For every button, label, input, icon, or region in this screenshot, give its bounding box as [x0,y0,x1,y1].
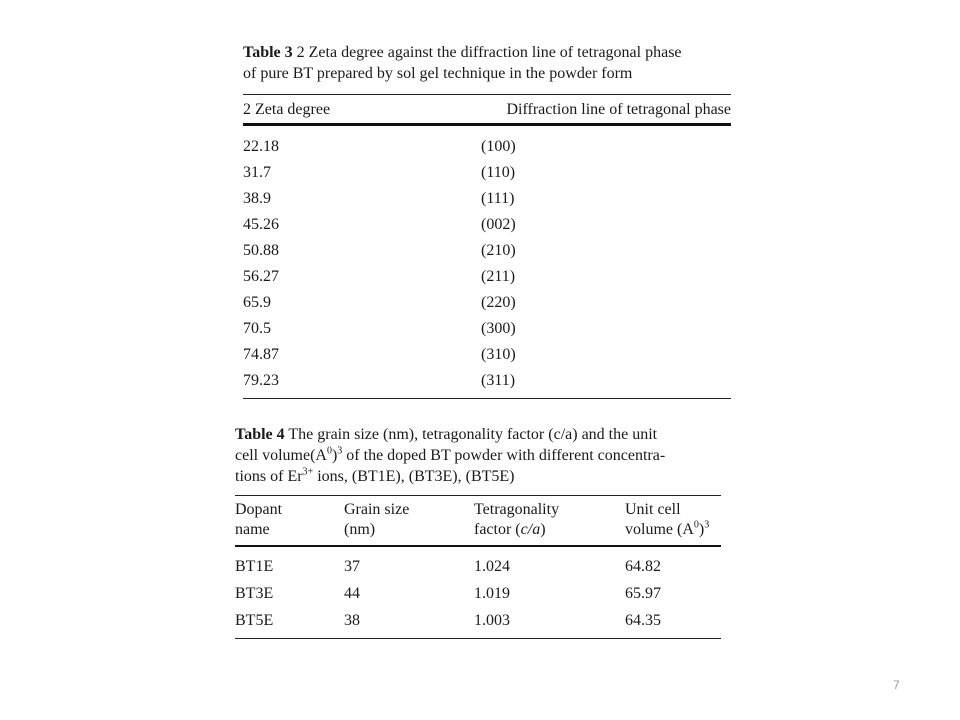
header-text: Unit cell [625,501,681,518]
unit-cell-volume-cell: 65.97 [625,585,661,602]
table-row [243,186,731,212]
table-4-caption-line3a: tions of Er [235,468,303,485]
diffraction-cell: (310) [481,346,516,363]
page-number: 7 [893,678,900,692]
superscript: 3 [704,519,710,531]
table-4-caption-line1: The grain size (nm), tetragonality factor (c/a) and the unit [284,426,658,443]
table-row [243,238,731,264]
unit-cell-volume-cell: 64.35 [625,612,661,629]
table-3-header [243,94,731,126]
header-text: Tetragonality [474,501,560,518]
zeta-cell: 56.27 [243,268,279,285]
table-row [243,264,731,290]
diffraction-cell: (311) [481,372,516,389]
table-row [235,553,721,580]
diffraction-cell: (110) [481,164,516,181]
header-text: Dopant [235,501,283,518]
dopant-cell: BT3E [235,585,274,602]
table-row [235,580,721,607]
header-text: (nm) [344,521,376,538]
table-3-caption [243,42,731,84]
zeta-cell: 65.9 [243,294,271,311]
table-3-label: Table 3 [243,44,293,61]
table-3-header-zeta: 2 Zeta degree [243,101,331,118]
zeta-cell: 22.18 [243,138,279,155]
header-text: ) [698,521,705,538]
zeta-cell: 74.87 [243,346,279,363]
table-row [243,290,731,316]
superscript: 3+ [302,466,314,478]
tetragonality-cell: 1.003 [474,612,510,629]
diffraction-cell: (002) [481,216,516,233]
diffraction-cell: (210) [481,242,516,259]
diffraction-cell: (211) [481,268,516,285]
tetragonality-cell: 1.019 [474,585,510,602]
table-4-caption [235,424,721,487]
table-4-caption-line2c: of the doped BT powder with different concentra- [342,447,666,464]
header-text: volume (A [625,521,694,538]
table-4-caption-line3b: ions, (BT1E), (BT3E), (BT5E) [313,468,515,485]
unit-cell-volume-cell: 64.82 [625,558,661,575]
grain-size-cell: 44 [344,585,360,602]
table-row [243,134,731,160]
table-row [235,607,721,634]
zeta-cell: 79.23 [243,372,279,389]
header-text: factor ( [474,521,521,538]
diffraction-cell: (111) [481,190,515,207]
superscript: 0 [693,519,699,531]
table-4-caption-line2b: ) [331,447,338,464]
zeta-cell: 31.7 [243,164,271,181]
header-dopant [235,500,344,540]
table-row [243,212,731,238]
table-row [243,342,731,368]
header-grain-size [344,500,474,540]
header-text: Grain size [344,501,410,518]
table-3-caption-line2: of pure BT prepared by sol gel technique in the powder form [243,65,633,82]
zeta-cell: 38.9 [243,190,271,207]
diffraction-cell: (300) [481,320,516,337]
tetragonality-cell: 1.024 [474,558,510,575]
table-4-header [235,495,721,547]
header-text: ) [540,521,546,538]
zeta-cell: 70.5 [243,320,271,337]
grain-size-cell: 37 [344,558,360,575]
header-tetragonality [474,500,625,540]
superscript: 0 [326,445,332,457]
zeta-cell: 45.26 [243,216,279,233]
dopant-cell: BT5E [235,612,274,629]
table-row [243,160,731,186]
diffraction-cell: (220) [481,294,516,311]
header-text-italic: c/a [520,521,541,538]
dopant-cell: BT1E [235,558,274,575]
table-4-body [235,547,721,639]
zeta-cell: 50.88 [243,242,279,259]
header-unit-cell [625,500,721,540]
table-3-body [243,126,731,399]
table-3 [243,42,731,399]
table-3-caption-line1: 2 Zeta degree against the diffraction line of tetragonal phase [292,44,682,61]
table-4 [235,424,721,639]
grain-size-cell: 38 [344,612,360,629]
table-row [243,368,731,394]
header-text: name [235,521,270,538]
superscript: 3 [337,445,343,457]
table-4-label: Table 4 [235,426,285,443]
table-row [243,316,731,342]
diffraction-cell: (100) [481,138,516,155]
table-3-header-diffraction: Diffraction line of tetragonal phase [506,101,731,118]
table-4-caption-line2a: cell volume(A [235,447,327,464]
